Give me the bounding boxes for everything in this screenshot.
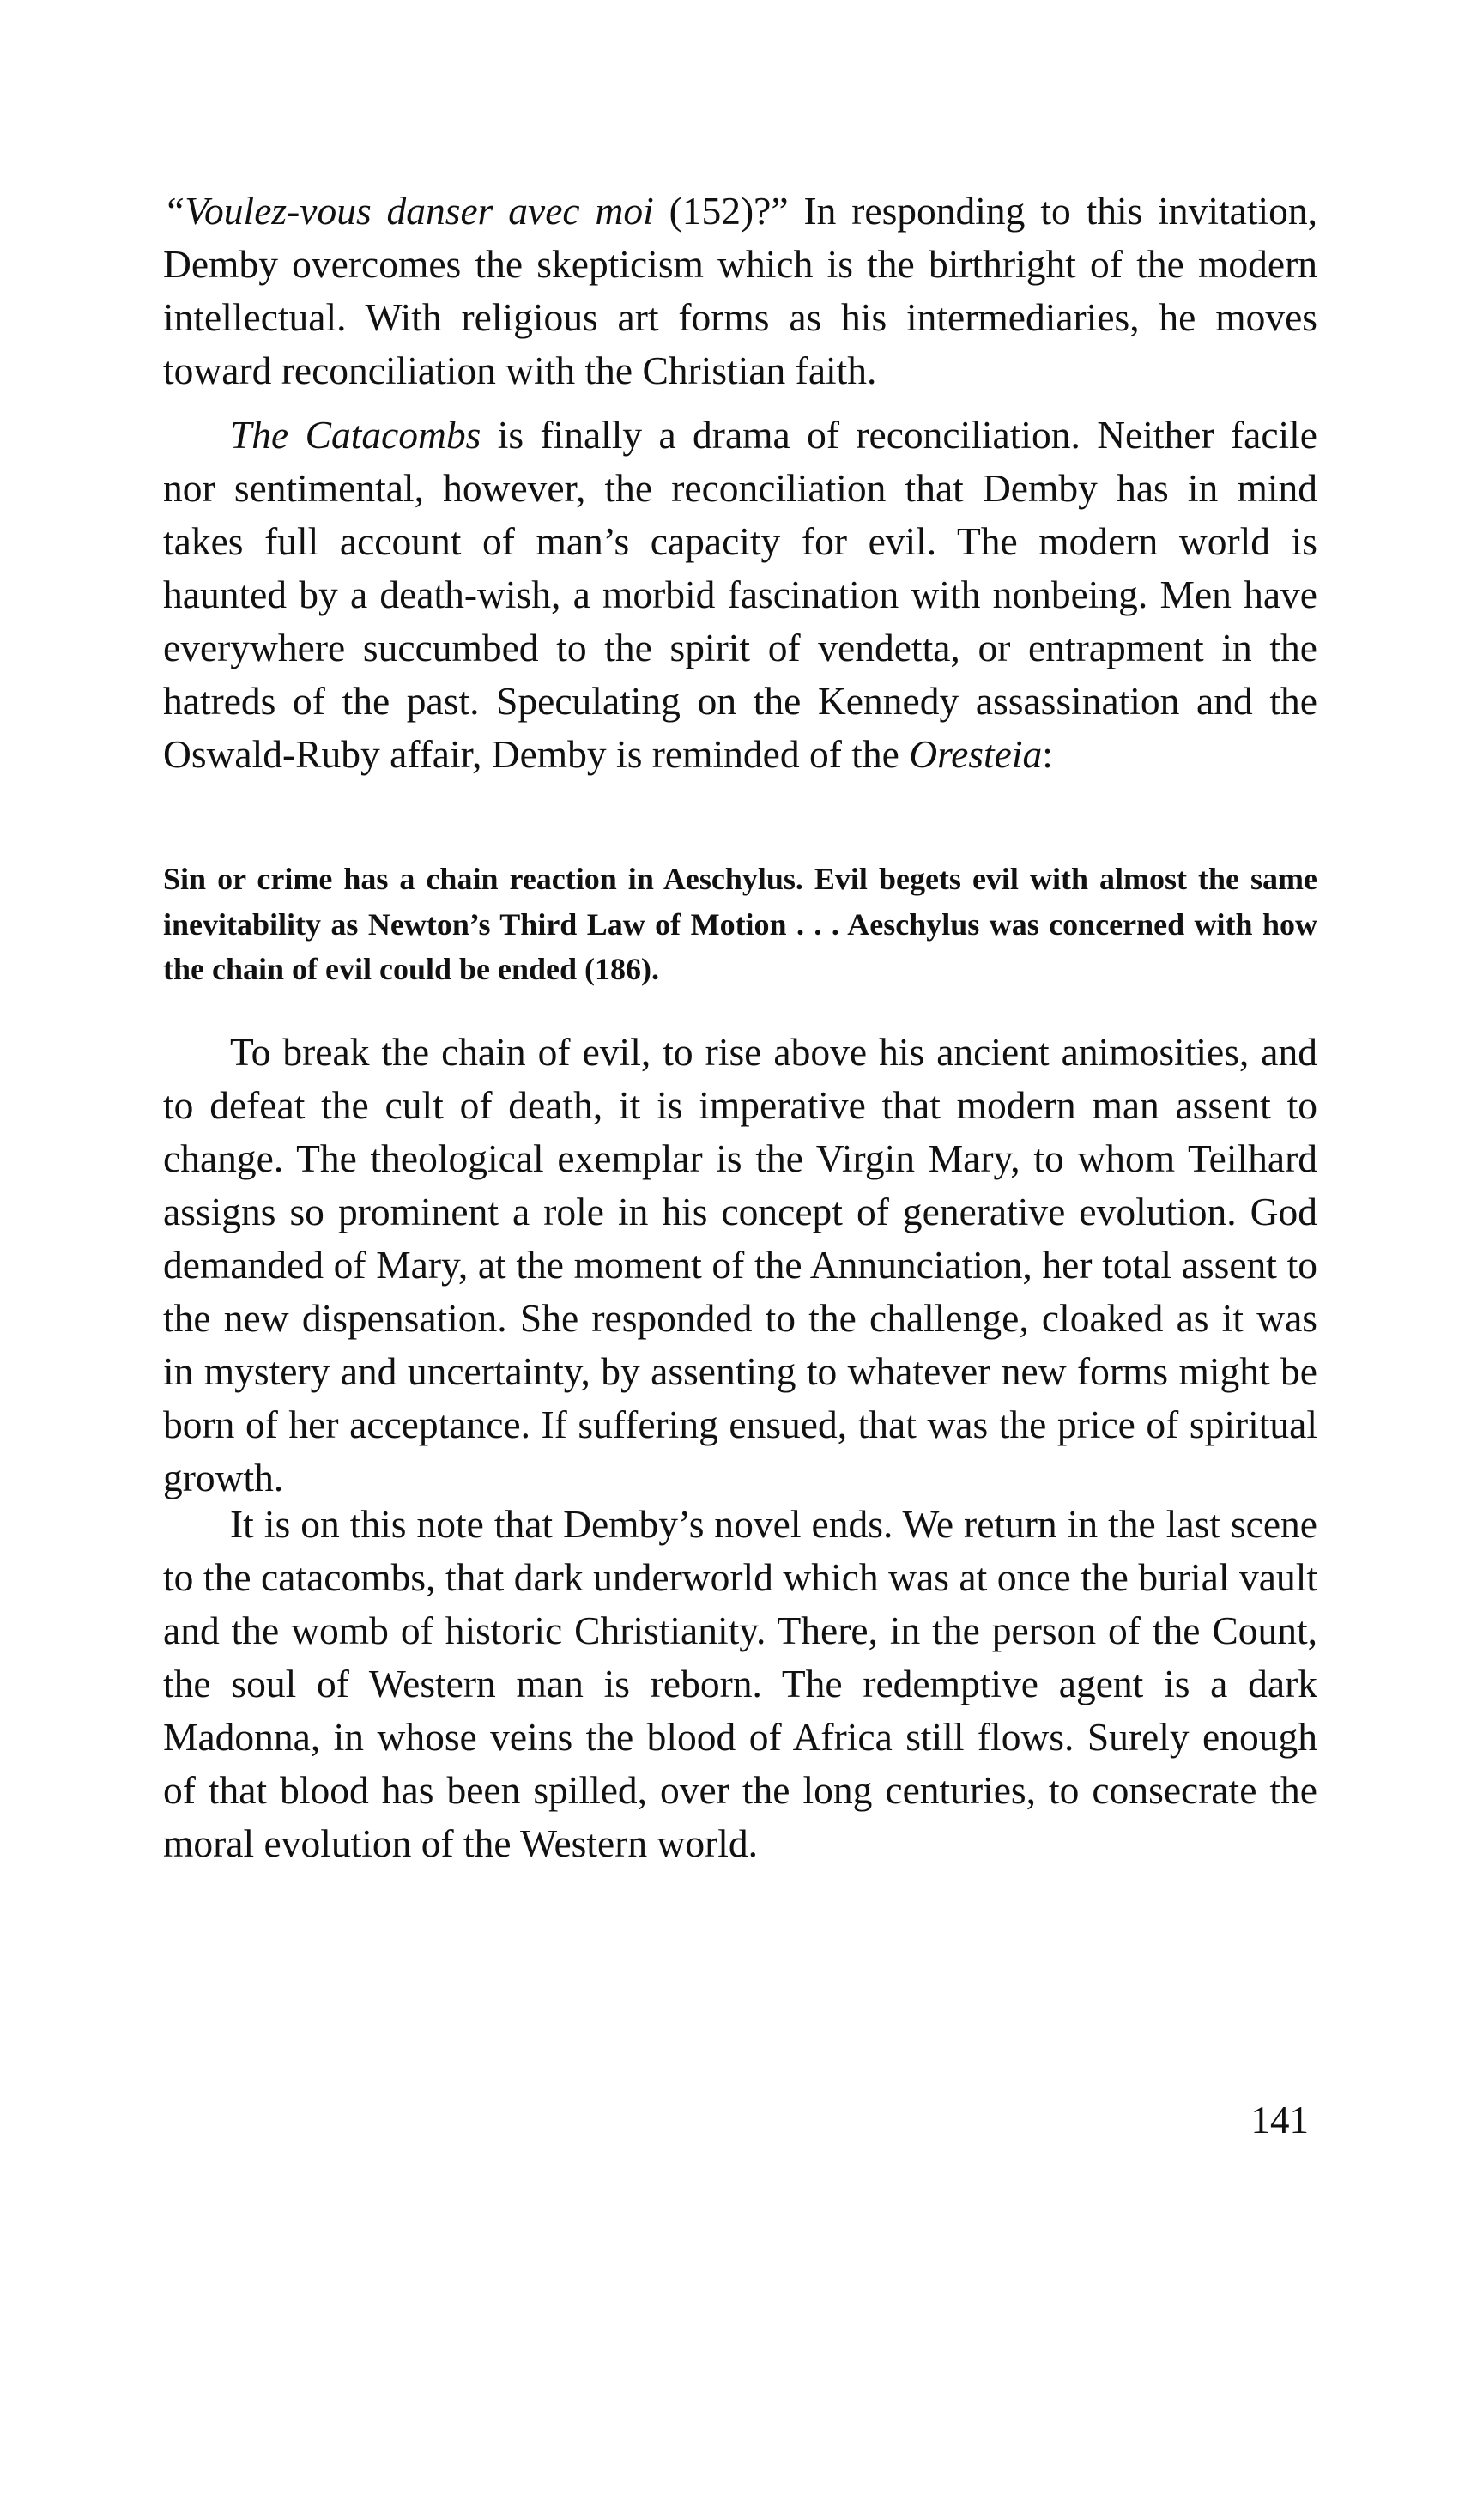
italic-work-title: Oresteia [909,732,1043,776]
paragraph-text: (152)?” In responding to this invitation, Demby overcomes the skepticism which is the birthright of the modern intellectual. With religious art forms as his intermediaries, he moves toward reconciliation with the Christian faith. [163,189,1317,392]
italic-book-title: The Catacombs [230,413,481,457]
block-quote: Sin or crime has a chain reaction in Aeschylus. Evil begets evil with almost the same inevitability as Newton’s Third Law of Motion . . . Aeschylus was concerned with how the chain of evil could be ended (186). [163,862,1317,986]
page-number: 141 [1250,2099,1309,2141]
paragraph-chain-of-evil [163,1026,1317,1505]
paragraph-text: is finally a drama of reconciliation. Neither facile nor sentimental, however, the reconciliation that Demby has in mind takes full account of man’s capacity for evil. The modern world is haunted by a death-wish, a morbid fascination with nonbeing. Men have everywhere succumbed to the spirit of vendetta, or entrapment in the hatreds of the past. Speculating on the Kennedy assassination and the Oswald-Ruby affair, Demby is reminded of the [163,413,1318,776]
paragraph-opening [163,185,1317,397]
paragraph-reconciliation [163,409,1317,781]
italic-quote-title: “Voulez-vous danser avec moi [163,189,654,233]
paragraph-text: It is on this note that Demby’s novel ends. We return in the last scene to the catacombs, that dark underworld which was at once the burial vault and the womb of historic Christianity. There, in the person of the Count, the soul of Western man is reborn. The redemptive agent is a dark Madonna, in whose veins the blood of Africa still flows. Surely enough of that blood has been spilled, over the long centuries, to consecrate the moral evolution of the Western world. [163,1502,1317,1865]
paragraph-novel-ending [163,1498,1317,1870]
paragraph-text-tail: : [1042,732,1053,776]
paragraph-text: To break the chain of evil, to rise above his ancient animosities, and to defeat the cult of death, it is imperative that modern man assent to change. The theological exemplar is the Virgin Mary, to whom Teilhard assigns so prominent a role in his concept of generative evolution. God demanded of Mary, at the moment of the Annunciation, her total assent to the new dispensation. She responded to the challenge, cloaked as it was in mystery and uncertainty, by assenting to whatever new forms might be born of her acceptance. If suffering ensued, that was the price of spiritual growth. [163,1030,1317,1499]
